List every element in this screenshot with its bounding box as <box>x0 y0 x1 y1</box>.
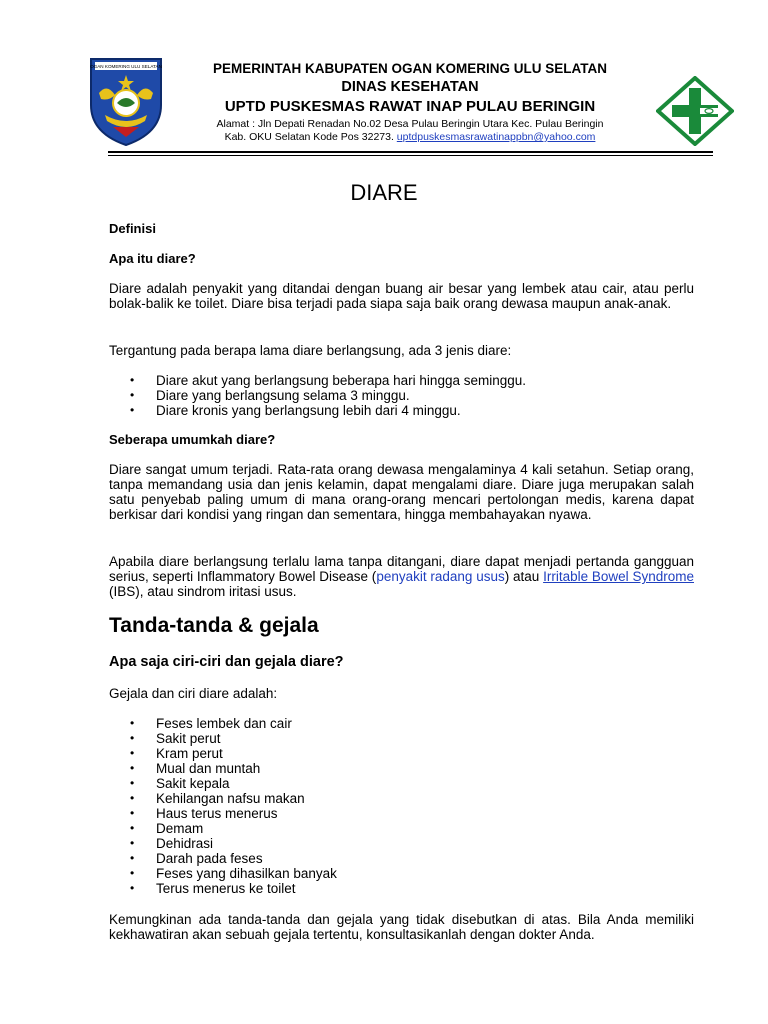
list-item: • Terus menerus ke toilet <box>109 881 337 896</box>
list-item: • Haus terus menerus <box>109 806 337 821</box>
paragraph-prevalence: Diare sangat umum terjadi. Rata-rata orang dewasa mengalaminya 4 kali setahun. Setiap orang, tanpa memandang usia dan jenis kelamin, dapat mengalami diare. Diare juga merupakan salah satu penyebab paling umum di mana orang-orang mencari pertolongan medis, karena dapat berkisar dari kondisi yang ringan dan sementara, hingga membahayakan nyawa. <box>109 462 694 522</box>
paragraph-text: (IBS), atau sindrom iritasi usus. <box>109 584 297 599</box>
paragraph-definition: Diare adalah penyakit yang ditandai dengan buang air besar yang lembek atau cair, atau perlu bolak-balik ke toilet. Diare bisa terjadi pada siapa saja baik orang dewasa maupun anak-anak. <box>109 281 694 311</box>
list-item: • Kram perut <box>109 746 337 761</box>
ibd-link[interactable]: penyakit radang usus <box>376 569 505 584</box>
list-item: • Diare akut yang berlangsung beberapa hari hingga seminggu. <box>109 373 526 388</box>
puskesmas-logo-icon <box>656 76 734 146</box>
ibs-link[interactable]: Irritable Bowel Syndrome <box>543 569 694 584</box>
list-item: • Demam <box>109 821 337 836</box>
paragraph-text: Apabila diare berlangsung terlalu lama tanpa ditangani, diare dapat menjadi pertanda gangguan serius, seperti Inflammatory Bowel Disease ( <box>109 554 694 584</box>
list-item: • Sakit kepala <box>109 776 337 791</box>
list-item: • Dehidrasi <box>109 836 337 851</box>
email-link[interactable]: uptdpuskesmasrawatinappbn@yahoo.com <box>396 131 596 143</box>
paragraph-symptoms-intro: Gejala dan ciri diare adalah: <box>109 686 278 701</box>
document-title: DIARE <box>350 180 418 205</box>
paragraph-serious-conditions <box>109 554 694 599</box>
letterhead-government: PEMERINTAH KABUPATEN OGAN KOMERING ULU SELATAN <box>213 61 607 76</box>
paragraph-types-intro: Tergantung pada berapa lama diare berlangsung, ada 3 jenis diare: <box>109 343 512 358</box>
diarrhea-types-list <box>109 373 526 418</box>
list-item: • Mual dan muntah <box>109 761 337 776</box>
letterhead-institution: UPTD PUSKESMAS RAWAT INAP PULAU BERINGIN <box>224 98 596 115</box>
list-item: • Darah pada feses <box>109 851 337 866</box>
letterhead-contact <box>170 131 650 143</box>
letterhead-rule-thick <box>108 151 713 153</box>
list-item: • Feses lembek dan cair <box>109 716 337 731</box>
regency-emblem-icon <box>87 53 165 147</box>
symptoms-list <box>109 716 337 896</box>
question-how-common: Seberapa umumkah diare? <box>109 432 276 447</box>
question-symptoms: Apa saja ciri-ciri dan gejala diare? <box>109 654 344 670</box>
list-item: • Sakit perut <box>109 731 337 746</box>
letterhead-rule-thin <box>108 155 713 156</box>
paragraph-text: ) atau <box>504 569 544 584</box>
paragraph-consult-doctor: Kemungkinan ada tanda-tanda dan gejala yang tidak disebutkan di atas. Bila Anda memiliki kekhawatiran akan sebuah gejala tertentu, konsultasikanlah dengan dokter Anda. <box>109 912 694 942</box>
letterhead-department: DINAS KESEHATAN <box>341 79 479 95</box>
list-item: • Diare yang berlangsung selama 3 minggu. <box>109 388 526 403</box>
list-item: • Feses yang dihasilkan banyak <box>109 866 337 881</box>
emblem-banner-text: OGAN KOMERING ULU SELATAN <box>90 64 162 69</box>
heading-definisi: Definisi <box>109 221 156 236</box>
list-item: • Diare kronis yang berlangsung lebih dari 4 minggu. <box>109 403 526 418</box>
letterhead-address: Alamat : Jln Depati Renadan No.02 Desa Pulau Beringin Utara Kec. Pulau Beringin <box>216 118 604 130</box>
question-what-is-diarrhea: Apa itu diare? <box>109 251 196 266</box>
section-heading-symptoms: Tanda-tanda & gejala <box>109 614 319 637</box>
list-item: • Kehilangan nafsu makan <box>109 791 337 806</box>
letterhead-postal: Kab. OKU Selatan Kode Pos 32273. <box>224 131 397 143</box>
